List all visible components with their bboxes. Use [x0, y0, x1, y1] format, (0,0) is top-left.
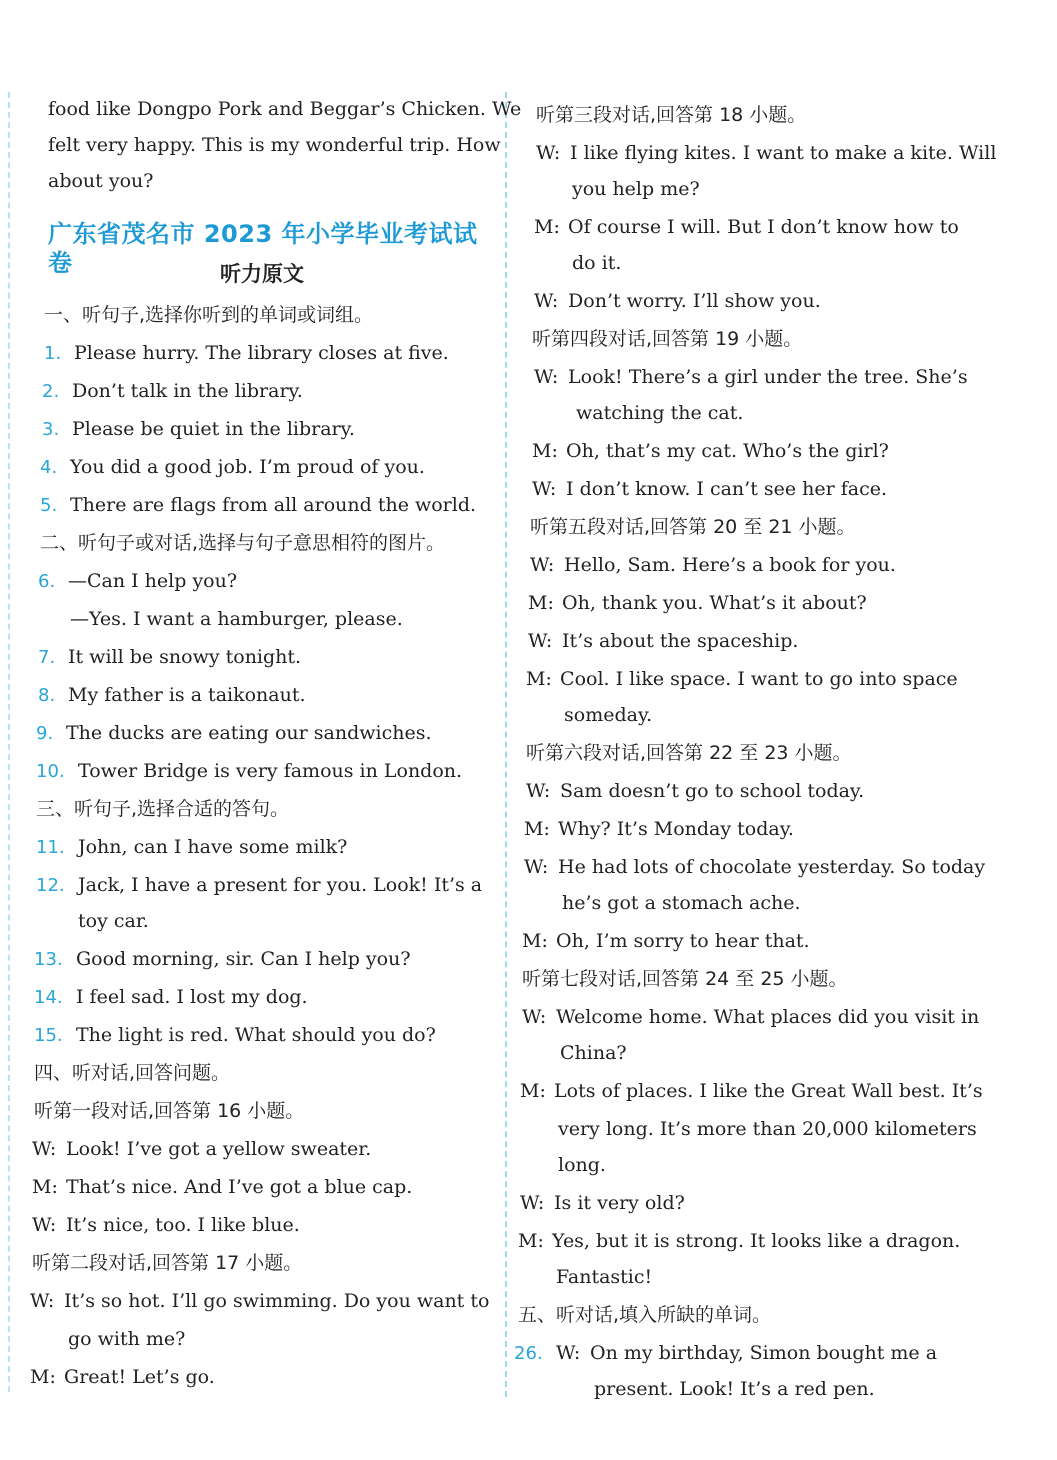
- speaker-label: M:: [532, 440, 558, 462]
- question-number: 2.: [42, 381, 60, 402]
- dialogue-text: I don’t know. I can’t see her face.: [566, 478, 888, 500]
- speaker-label: M:: [30, 1366, 56, 1388]
- dialogue-line: [522, 1006, 979, 1029]
- section-heading: 二、听句子或对话,选择与句子意思相符的图片。: [40, 532, 446, 554]
- question-text: You did a good job. I’m proud of you.: [70, 456, 425, 478]
- speaker-label: M:: [528, 592, 554, 614]
- dialogue-line: [528, 630, 798, 653]
- question-item: [42, 380, 303, 403]
- dialogue-text: I like flying kites. I want to make a kite. Will: [570, 142, 997, 164]
- question-text: It will be snowy tonight.: [68, 646, 302, 668]
- speaker-label: M:: [522, 930, 548, 952]
- question-item: [40, 494, 476, 517]
- dialogue-text: Of course I will. But I don’t know how to: [568, 216, 959, 238]
- question-text: The ducks are eating our sandwiches.: [66, 722, 432, 744]
- dialogue-line: [534, 216, 959, 239]
- speaker-label: W:: [534, 366, 559, 388]
- dialogue-line: [530, 554, 896, 577]
- dialogue-text: Great! Let’s go.: [64, 1366, 215, 1388]
- question-number: 8.: [38, 685, 56, 706]
- dialogue-text-cont: long.: [558, 1154, 606, 1176]
- dialogue-line: [30, 1366, 215, 1389]
- question-number: 5.: [40, 495, 58, 516]
- speaker-label: W:: [522, 1006, 547, 1028]
- dialogue-text: Welcome home. What places did you visit in: [556, 1006, 980, 1028]
- question-text: Please hurry. The library closes at five.: [74, 342, 449, 364]
- dialogue-text: Hello, Sam. Here’s a book for you.: [564, 554, 896, 576]
- dialogue-line: [536, 142, 996, 165]
- dialogue-heading: 听第四段对话,回答第 19 小题。: [532, 328, 803, 350]
- question-item: [36, 836, 347, 859]
- dialogue-line: [520, 1192, 685, 1215]
- question-text: —Can I help you?: [68, 570, 238, 592]
- dialogue-line: [534, 366, 968, 389]
- dialogue-text: Is it very old?: [554, 1192, 685, 1214]
- dialogue-line: [532, 440, 889, 463]
- dialogue-line: [30, 1290, 489, 1313]
- speaker-label: W:: [30, 1290, 55, 1312]
- question-number: 26.: [514, 1343, 543, 1364]
- speaker-label: M:: [526, 668, 552, 690]
- dialogue-text-cont: watching the cat.: [576, 402, 744, 424]
- question-item: [38, 570, 237, 593]
- question-text-cont: —Yes. I want a hamburger, please.: [70, 608, 403, 630]
- left-edge-dashed-line: [8, 92, 10, 1392]
- question-item: [34, 948, 411, 971]
- dialogue-line: [534, 290, 821, 313]
- intro-line: food like Dongpo Pork and Beggar’s Chicken. We: [48, 98, 522, 120]
- column-divider: [505, 92, 507, 1397]
- dialogue-heading: 听第一段对话,回答第 16 小题。: [34, 1100, 305, 1122]
- dialogue-line: [32, 1176, 412, 1199]
- question-number: 12.: [36, 875, 65, 896]
- dialogue-line: [524, 818, 794, 841]
- dialogue-heading: 听第三段对话,回答第 18 小题。: [536, 104, 807, 126]
- dialogue-text-cont: Fantastic!: [556, 1266, 653, 1288]
- question-text: Jack, I have a present for you. Look! It’s a: [78, 874, 483, 896]
- question-item: [36, 874, 482, 897]
- speaker-label: W:: [32, 1138, 57, 1160]
- dialogue-text: Sam doesn’t go to school today.: [560, 780, 865, 802]
- question-item: [40, 456, 425, 479]
- speaker-label: M:: [520, 1080, 546, 1102]
- speaker-label: W:: [530, 554, 555, 576]
- speaker-label: W:: [534, 290, 559, 312]
- dialogue-text: That’s nice. And I’ve got a blue cap.: [66, 1176, 413, 1198]
- question-item: [34, 986, 308, 1009]
- question-text: Don’t talk in the library.: [72, 380, 303, 402]
- dialogue-text-cont: you help me?: [572, 178, 700, 200]
- dialogue-text-cont: present. Look! It’s a red pen.: [594, 1378, 875, 1400]
- question-text: The light is red. What should you do?: [76, 1024, 436, 1046]
- dialogue-text: It’s nice, too. I like blue.: [66, 1214, 300, 1236]
- question-text: I feel sad. I lost my dog.: [76, 986, 308, 1008]
- question-number: 4.: [40, 457, 58, 478]
- dialogue-text: Yes, but it is strong. It looks like a dragon.: [552, 1230, 961, 1252]
- question-text: There are flags from all around the world.: [70, 494, 477, 516]
- dialogue-text-cont: do it.: [572, 252, 622, 274]
- question-number: 11.: [36, 837, 65, 858]
- dialogue-text-cont: he’s got a stomach ache.: [562, 892, 801, 914]
- dialogue-text: Why? It’s Monday today.: [558, 818, 794, 840]
- question-number: 14.: [34, 987, 63, 1008]
- dialogue-text-cont: very long. It’s more than 20,000 kilometers: [558, 1118, 977, 1140]
- dialogue-line: [524, 856, 985, 879]
- dialogue-text: Look! I’ve got a yellow sweater.: [66, 1138, 372, 1160]
- question-number: 9.: [36, 723, 54, 744]
- speaker-label: W:: [556, 1342, 581, 1364]
- sub-title: 听力原文: [220, 262, 304, 286]
- dialogue-line: [518, 1230, 960, 1253]
- exam-title: 广东省茂名市 2023 年小学毕业考试试卷: [48, 220, 478, 277]
- speaker-label: M:: [524, 818, 550, 840]
- dialogue-line: [32, 1138, 371, 1161]
- section-heading: 三、听句子,选择合适的答句。: [36, 798, 290, 820]
- dialogue-text: Cool. I like space. I want to go into space: [560, 668, 958, 690]
- dialogue-text: On my birthday, Simon bought me a: [590, 1342, 938, 1364]
- question-item: [36, 722, 431, 745]
- question-number: 3.: [42, 419, 60, 440]
- dialogue-line: [522, 930, 810, 953]
- dialogue-line: [526, 780, 864, 803]
- dialogue-text: Oh, that’s my cat. Who’s the girl?: [566, 440, 889, 462]
- speaker-label: W:: [524, 856, 549, 878]
- question-number: 1.: [44, 343, 62, 364]
- intro-line: felt very happy. This is my wonderful trip. How: [48, 134, 501, 156]
- speaker-label: W:: [528, 630, 553, 652]
- dialogue-text: Don’t worry. I’ll show you.: [568, 290, 821, 312]
- dialogue-text: Look! There’s a girl under the tree. She’s: [568, 366, 968, 388]
- dialogue-line: [520, 1080, 983, 1103]
- speaker-label: M:: [518, 1230, 544, 1252]
- dialogue-heading: 听第二段对话,回答第 17 小题。: [32, 1252, 303, 1274]
- dialogue-text: It’s about the spaceship.: [562, 630, 799, 652]
- speaker-label: W:: [526, 780, 551, 802]
- question-number: 13.: [34, 949, 63, 970]
- question-item: [44, 342, 449, 365]
- dialogue-text-cont: China?: [560, 1042, 627, 1064]
- dialogue-line: [32, 1214, 300, 1237]
- question-text: My father is a taikonaut.: [68, 684, 306, 706]
- question-text: Tower Bridge is very famous in London.: [78, 760, 463, 782]
- question-item: [38, 646, 301, 669]
- question-item: [36, 760, 462, 783]
- section-heading: 四、听对话,回答问题。: [34, 1062, 231, 1084]
- section-heading: 五、听对话,填入所缺的单词。: [518, 1304, 772, 1326]
- dialogue-heading: 听第五段对话,回答第 20 至 21 小题。: [530, 516, 856, 538]
- speaker-label: W:: [532, 478, 557, 500]
- question-item: [38, 684, 306, 707]
- speaker-label: W:: [536, 142, 561, 164]
- question-item: [34, 1024, 436, 1047]
- question-item: [514, 1342, 937, 1365]
- intro-line: about you?: [48, 170, 154, 192]
- question-text: Good morning, sir. Can I help you?: [76, 948, 411, 970]
- dialogue-heading: 听第七段对话,回答第 24 至 25 小题。: [522, 968, 848, 990]
- speaker-label: M:: [32, 1176, 58, 1198]
- dialogue-heading: 听第六段对话,回答第 22 至 23 小题。: [526, 742, 852, 764]
- speaker-label: W:: [32, 1214, 57, 1236]
- dialogue-line: [532, 478, 887, 501]
- section-heading: 一、听句子,选择你听到的单词或词组。: [44, 304, 374, 326]
- dialogue-text: It’s so hot. I’ll go swimming. Do you want to: [64, 1290, 490, 1312]
- speaker-label: M:: [534, 216, 560, 238]
- dialogue-text-cont: go with me?: [68, 1328, 186, 1350]
- question-text-cont: toy car.: [78, 910, 149, 932]
- dialogue-text-cont: someday.: [564, 704, 653, 726]
- dialogue-text: Oh, I’m sorry to hear that.: [556, 930, 810, 952]
- question-text: John, can I have some milk?: [78, 836, 348, 858]
- question-item: [42, 418, 355, 441]
- question-number: 7.: [38, 647, 56, 668]
- dialogue-text: Oh, thank you. What’s it about?: [562, 592, 867, 614]
- dialogue-text: Lots of places. I like the Great Wall best. It’s: [554, 1080, 983, 1102]
- question-number: 15.: [34, 1025, 63, 1046]
- question-text: Please be quiet in the library.: [72, 418, 355, 440]
- dialogue-line: [526, 668, 958, 691]
- speaker-label: W:: [520, 1192, 545, 1214]
- question-number: 10.: [36, 761, 65, 782]
- question-number: 6.: [38, 571, 56, 592]
- dialogue-line: [528, 592, 867, 615]
- dialogue-text: He had lots of chocolate yesterday. So today: [558, 856, 986, 878]
